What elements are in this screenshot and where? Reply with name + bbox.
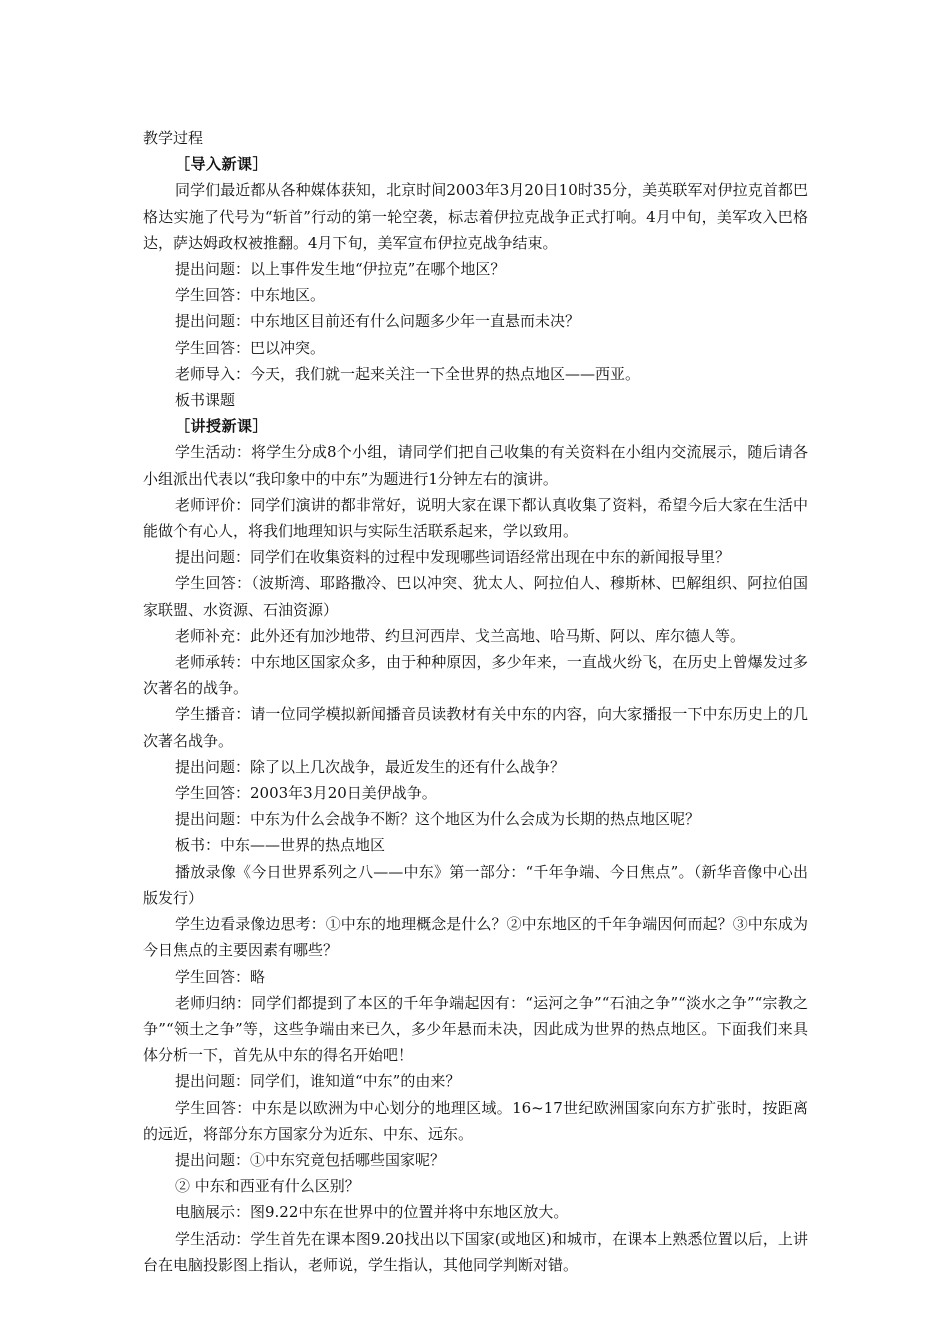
paragraph: 学生活动：学生首先在课本图9.20找出以下国家(或地区)和城市，在课本上熟悉位置以后，上讲台在电脑投影图上指认，老师说，学生指认，其他同学判断对错。 [143,1229,808,1274]
section-heading-intro: ［导入新课］ [175,155,269,174]
document-title: 教学过程 [143,129,204,147]
paragraph: 同学们最近都从各种媒体获知，北京时间2003年3月20日10时35分，美英联军对伊拉克首都巴格达实施了代号为“斩首”行动的第一轮空袭，标志着伊拉克战争正式打响。4月中旬，美军攻入巴格达，萨达姆政权被推翻。4月下旬，美军宣布伊拉克战争结束。 [143,181,808,252]
paragraph: 老师导入：今天，我们就一起来关注一下全世界的热点地区——西亚。 [175,364,641,383]
paragraph: 学生回答：巴以冲突。 [175,338,326,357]
paragraph: 提出问题：同学们在收集资料的过程中发现哪些词语经常出现在中东的新闻报导里？ [175,548,731,567]
section-heading-lecture: ［讲授新课］ [175,417,269,436]
paragraph: 老师归纳：同学们都提到了本区的千年争端起因有：“运河之争”“石油之争”“淡水之争”“宗教之争”“领土之争”等，这些争端由来已久，多少年悬而未决，因此成为世界的热点地区。下面我们来具体分析一下，首先从中东的得名开始吧！ [143,993,808,1065]
paragraph: ② 中东和西亚有什么区别？ [175,1177,360,1196]
paragraph: 学生回答：2003年3月20日美伊战争。 [175,784,437,803]
paragraph: 提出问题：中东地区目前还有什么问题多少年一直悬而未决？ [175,312,581,331]
paragraph: 老师评价：同学们演讲的都非常好，说明大家在课下都认真收集了资料，希望今后大家在生活中能做个有心人，将我们地理知识与实际生活联系起来，学以致用。 [143,495,808,541]
paragraph: 播放录像《今日世界系列之八——中东》第一部分：“千年争端、今日焦点”。（新华音像中心出版发行） [143,862,808,907]
lesson-document [143,125,808,1278]
paragraph: 提出问题：中东为什么会战争不断？这个地区为什么会成为长期的热点地区呢？ [175,810,701,829]
paragraph: 学生活动：将学生分成8个小组，请同学们把自己收集的有关资料在小组内交流展示，随后请各小组派出代表以“我印象中的中东”为题进行1分钟左右的演讲。 [143,443,808,488]
paragraph: 学生回答：中东是以欧洲为中心划分的地理区域。16~17世纪欧洲国家向东方扩张时，按距离的远近，将部分东方国家分为近东、中东、远东。 [143,1098,808,1143]
paragraph: 学生边看录像边思考：①中东的地理概念是什么？②中东地区的千年争端因何而起？③中东成为今日焦点的主要因素有哪些？ [143,915,808,960]
paragraph: 提出问题：①中东究竟包括哪些国家呢？ [175,1150,446,1169]
paragraph: 老师承转：中东地区国家众多，由于种种原因，多少年来，一直战火纷飞，在历史上曾爆发过多次著名的战争。 [143,653,808,698]
paragraph: 板书课题 [175,391,236,410]
paragraph: 提出问题：以上事件发生地“伊拉克”在哪个地区？ [175,260,506,279]
paragraph: 提出问题：除了以上几次战争，最近发生的还有什么战争？ [175,757,566,776]
paragraph: 电脑展示：图9.22中东在世界中的位置并将中东地区放大。 [175,1203,569,1222]
paragraph: 学生回答：中东地区。 [175,286,326,305]
paragraph: 板书：中东——世界的热点地区 [175,836,386,855]
paragraph: 学生回答：（波斯湾、耶路撒冷、巴以冲突、犹太人、阿拉伯人、穆斯林、巴解组织、阿拉伯国家联盟、水资源、石油资源） [143,574,808,619]
paragraph: 学生播音：请一位同学模拟新闻播音员读教材有关中东的内容，向大家播报一下中东历史上的几次著名战争。 [143,705,808,750]
paragraph: 老师补充：此外还有加沙地带、约旦河西岸、戈兰高地、哈马斯、阿以、库尔德人等。 [175,626,746,645]
paragraph: 学生回答：略 [175,967,266,986]
paragraph: 提出问题：同学们，谁知道“中东”的由来？ [175,1072,461,1091]
